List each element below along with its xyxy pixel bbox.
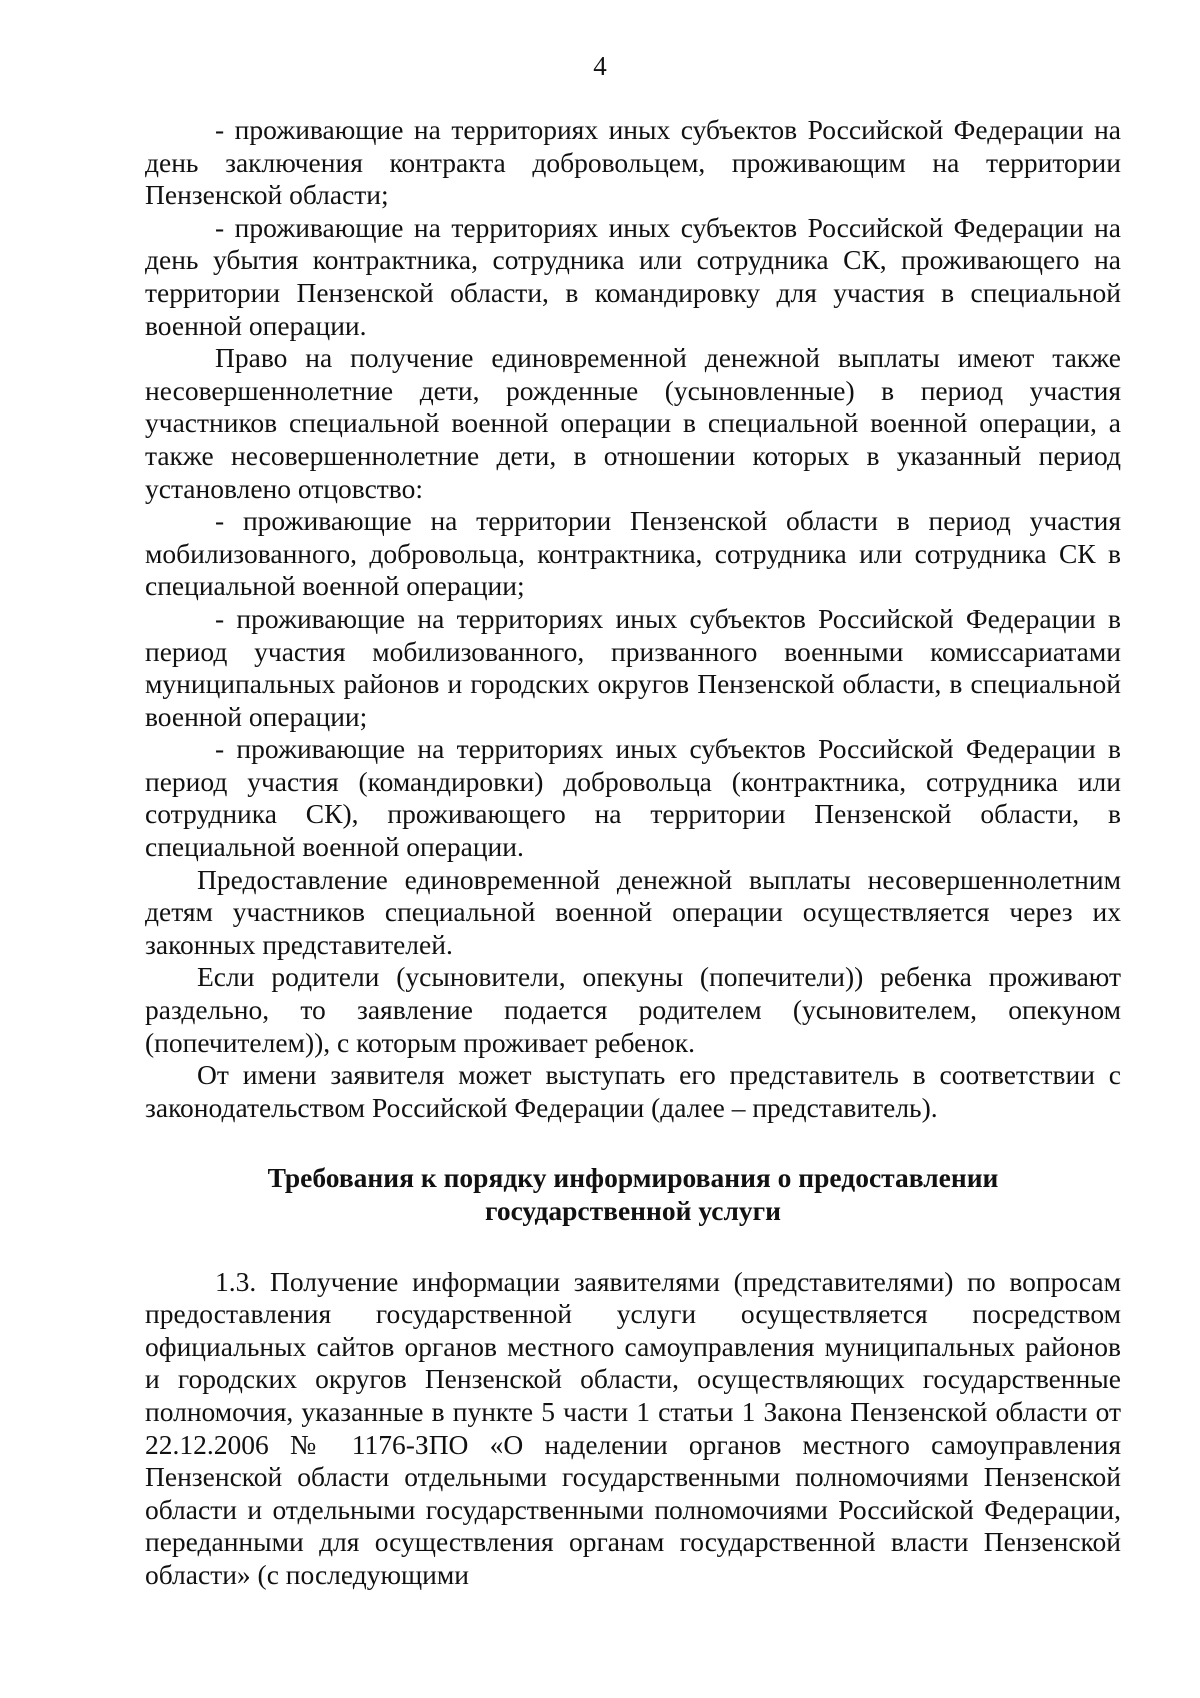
- document-body: [145, 114, 1121, 1592]
- section-heading-line-1: Требования к порядку информирования о предоставлении: [267, 1162, 999, 1194]
- section-paragraph-1-3: 1.3. Получение информации заявителями (представителями) по вопросам предоставления государственной услуги осуществляется посредством официальных сайтов органов местного самоуправления муниципальных районов и городских округов Пензенской области, осуществляющих государственные полномочия, указанные в пункте 5 части 1 статьи 1 Закона Пензенской области от 22.12.2006 № 1176-ЗПО «О наделении органов местного самоуправления Пензенской области отдельными государственными полномочиями Пензенской области и отдельными государственными полномочиями Российской Федерации, переданными для осуществления органам государственной власти Пензенской области» (с последующими: [145, 1265, 1121, 1590]
- section-heading-line-2: государственной услуги: [485, 1195, 781, 1226]
- paragraph-9: От имени заявителя может выступать его представитель в соответствии с законодательством Российской Федерации (далее – представитель).: [145, 1059, 1121, 1123]
- paragraph-2: - проживающие на территориях иных субъектов Российской Федерации на день убытия контрактника, сотрудника или сотрудника СК, проживающего на территории Пензенской области, в командировку для участия в специальной военной операции.: [145, 211, 1121, 341]
- paragraph-7: Предоставление единовременной денежной выплаты несовершеннолетним детям участников специальной военной операции осуществляется через их законных представителей.: [145, 863, 1121, 960]
- paragraph-4: - проживающие на территории Пензенской области в период участия мобилизованного, добровольца, контрактника, сотрудника или сотрудника СК в специальной военной операции;: [145, 505, 1121, 602]
- page-number: 4: [593, 51, 607, 81]
- paragraph-5: - проживающие на территориях иных субъектов Российской Федерации в период участия мобилизованного, призванного военными комиссариатами муниципальных районов и городских округов Пензенской области, в специальной военной операции;: [145, 602, 1121, 732]
- paragraph-1: - проживающие на территориях иных субъектов Российской Федерации на день заключения контракта добровольцем, проживающим на территории Пензенской области;: [145, 114, 1121, 211]
- paragraph-6: - проживающие на территориях иных субъектов Российской Федерации в период участия (командировки) добровольца (контрактника, сотрудника или сотрудника СК), проживающего на территории Пензенской области, в специальной военной операции.: [145, 733, 1121, 863]
- section-heading: [145, 1162, 1121, 1227]
- paragraph-8: Если родители (усыновители, опекуны (попечители)) ребенка проживают раздельно, то заявление подается родителем (усыновителем, опекуном (попечителем)), с которым проживает ребенок.: [145, 961, 1121, 1058]
- paragraph-3: Право на получение единовременной денежной выплаты имеют также несовершеннолетние дети, рожденные (усыновленные) в период участия участников специальной военной операции в специальной военной операции, а также несовершеннолетние дети, в отношении которых в указанный период установлено отцовство:: [145, 342, 1121, 504]
